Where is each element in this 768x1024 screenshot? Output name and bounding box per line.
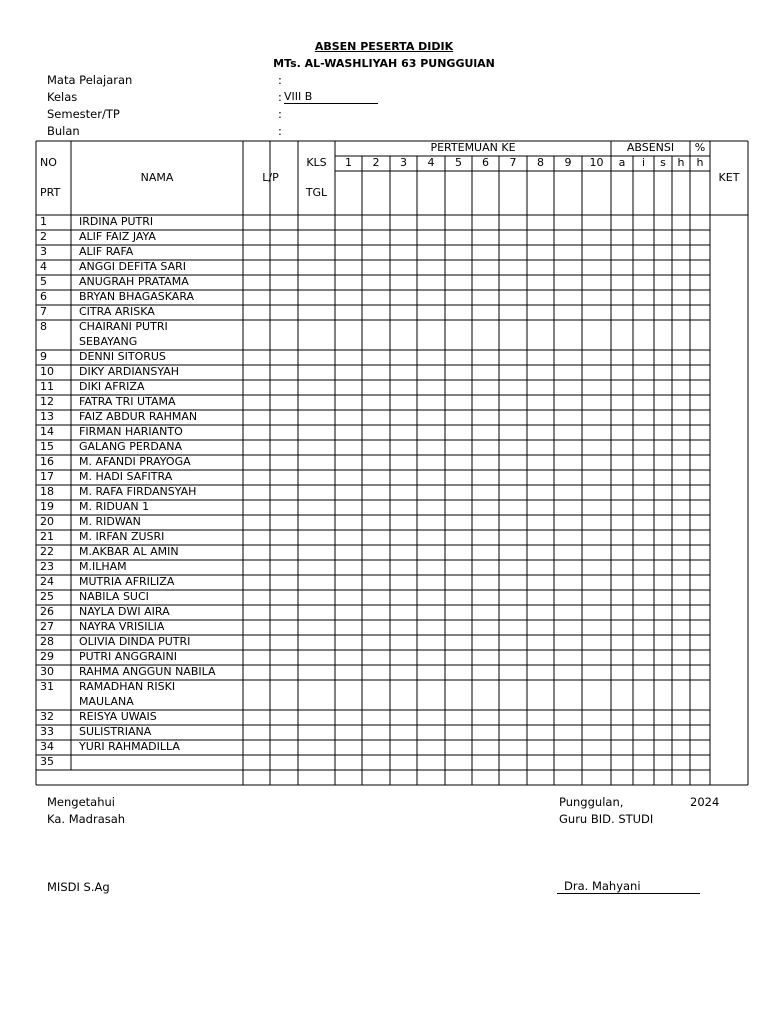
row-number: 3: [40, 245, 47, 258]
student-name: CHAIRANI PUTRI: [79, 320, 168, 333]
header-meetings: PERTEMUAN KE: [430, 141, 516, 154]
student-name: M. RIDWAN: [79, 515, 141, 528]
student-name: SULISTRIANA: [79, 725, 152, 738]
header-no: NO: [40, 156, 57, 169]
row-number: 19: [40, 500, 54, 513]
row-number: 30: [40, 665, 54, 678]
row-number: 17: [40, 470, 54, 483]
row-number: 5: [40, 275, 47, 288]
row-number: 31: [40, 680, 54, 693]
row-number: 27: [40, 620, 54, 633]
student-name: REISYA UWAIS: [79, 710, 157, 723]
row-number: 11: [40, 380, 54, 393]
row-number: 15: [40, 440, 54, 453]
row-number: 24: [40, 575, 54, 588]
student-name: OLIVIA DINDA PUTRI: [79, 635, 191, 648]
info-colon: :: [278, 124, 282, 138]
row-number: 8: [40, 320, 47, 333]
header-meeting-number: 8: [537, 156, 544, 169]
header-attendance-code: h: [677, 156, 685, 169]
student-name: DIKI AFRIZA: [79, 380, 145, 393]
info-colon: :: [278, 73, 282, 87]
header-gender: L/P: [262, 171, 279, 184]
header-meeting-number: 1: [345, 156, 352, 169]
teacher-signature-name: Dra. Mahyani: [557, 879, 700, 894]
row-number: 6: [40, 290, 47, 303]
header-class: KLS: [306, 156, 327, 169]
class-value: VIII B: [284, 90, 378, 104]
student-name: ALIF FAIZ JAYA: [79, 230, 156, 243]
student-name: NAYRA VRISILIA: [79, 620, 165, 633]
row-number: 34: [40, 740, 54, 753]
student-name: M. RIDUAN 1: [79, 500, 150, 513]
student-name: YURI RAHMADILLA: [79, 740, 180, 753]
row-number: 4: [40, 260, 47, 273]
student-name: DENNI SITORUS: [79, 350, 166, 363]
header-meeting-number: 5: [455, 156, 462, 169]
row-number: 21: [40, 530, 54, 543]
student-name: M. HADI SAFITRA: [79, 470, 173, 483]
student-name: NAYLA DWI AIRA: [79, 605, 170, 618]
header-name: NAMA: [140, 171, 174, 184]
student-name: MAULANA: [79, 695, 134, 708]
footer-year: 2024: [690, 795, 720, 809]
student-name: NABILA SUCI: [79, 590, 149, 603]
student-name: SEBAYANG: [79, 335, 138, 348]
document-title: ABSEN PESERTA DIDIK: [314, 40, 454, 53]
student-name: FATRA TRI UTAMA: [79, 395, 176, 408]
header-attendance-code: i: [641, 156, 646, 169]
student-name: GALANG PERDANA: [79, 440, 182, 453]
student-name: CITRA ARISKA: [79, 305, 155, 318]
info-label-subject: Mata Pelajaran: [47, 73, 133, 87]
student-name: FAIZ ABDUR RAHMAN: [79, 410, 198, 423]
info-label-month: Bulan: [47, 124, 80, 138]
student-name: ANGGI DEFITA SARI: [79, 260, 187, 273]
row-number: 25: [40, 590, 54, 603]
student-name: PUTRI ANGGRAINI: [79, 650, 178, 663]
row-number: 22: [40, 545, 54, 558]
student-name: M. AFANDI PRAYOGA: [79, 455, 191, 468]
student-name: ANUGRAH PRATAMA: [79, 275, 189, 288]
student-name: DIKY ARDIANSYAH: [79, 365, 180, 378]
student-name: RAMADHAN RISKI: [79, 680, 176, 693]
student-name: IRDINA PUTRI: [79, 215, 154, 228]
row-number: 1: [40, 215, 47, 228]
footer-teacher-title: Guru BID. STUDI: [559, 812, 654, 826]
header-remarks: KET: [718, 171, 740, 184]
header-attendance-code: s: [660, 156, 666, 169]
student-name: M. IRFAN ZUSRI: [79, 530, 165, 543]
row-number: 7: [40, 305, 47, 318]
info-label-class: Kelas: [47, 90, 78, 104]
row-number: 26: [40, 605, 54, 618]
row-number: 14: [40, 425, 54, 438]
principal-signature-name: MISDI S.Ag: [47, 880, 110, 894]
header-attendance-code: a: [618, 156, 626, 169]
row-number: 13: [40, 410, 54, 423]
row-number: 35: [40, 755, 54, 768]
header-meeting-number: 6: [482, 156, 489, 169]
student-name: MUTRIA AFRILIZA: [79, 575, 175, 588]
row-number: 12: [40, 395, 54, 408]
header-meeting-number: 4: [427, 156, 435, 169]
header-percent-sub: h: [696, 156, 704, 169]
school-name: MTs. AL-WASHLIYAH 63 PUNGGUlAN: [273, 57, 495, 70]
row-number: 16: [40, 455, 54, 468]
student-name: ALIF RAFA: [79, 245, 134, 258]
header-prt: PRT: [40, 186, 61, 199]
header-meeting-number: 10: [589, 156, 604, 169]
row-number: 20: [40, 515, 54, 528]
info-colon: :: [278, 90, 282, 104]
footer-acknowledged: Mengetahui: [47, 795, 115, 809]
header-meeting-number: 7: [509, 156, 517, 169]
header-attendance: ABSENSI: [626, 141, 675, 154]
row-number: 9: [40, 350, 47, 363]
row-number: 10: [40, 365, 54, 378]
student-name: RAHMA ANGGUN NABILA: [79, 665, 216, 678]
footer-place: Punggulan,: [559, 795, 624, 809]
student-name: M. RAFA FIRDANSYAH: [79, 485, 197, 498]
student-name: BRYAN BHAGASKARA: [79, 290, 195, 303]
row-number: 33: [40, 725, 54, 738]
student-name: M.AKBAR AL AMIN: [79, 545, 179, 558]
header-meeting-number: 3: [400, 156, 407, 169]
header-meeting-number: 9: [564, 156, 572, 169]
info-label-semester: Semester/TP: [47, 107, 120, 121]
row-number: 23: [40, 560, 54, 573]
header-percent: %: [694, 141, 706, 154]
footer-principal-title: Ka. Madrasah: [47, 812, 126, 826]
info-colon: :: [278, 107, 282, 121]
row-number: 28: [40, 635, 54, 648]
header-date: TGL: [305, 186, 328, 199]
row-number: 32: [40, 710, 54, 723]
row-number: 29: [40, 650, 54, 663]
student-name: FIRMAN HARIANTO: [79, 425, 183, 438]
row-number: 2: [40, 230, 47, 243]
row-number: 18: [40, 485, 54, 498]
header-meeting-number: 2: [372, 156, 380, 169]
student-name: M.ILHAM: [79, 560, 127, 573]
